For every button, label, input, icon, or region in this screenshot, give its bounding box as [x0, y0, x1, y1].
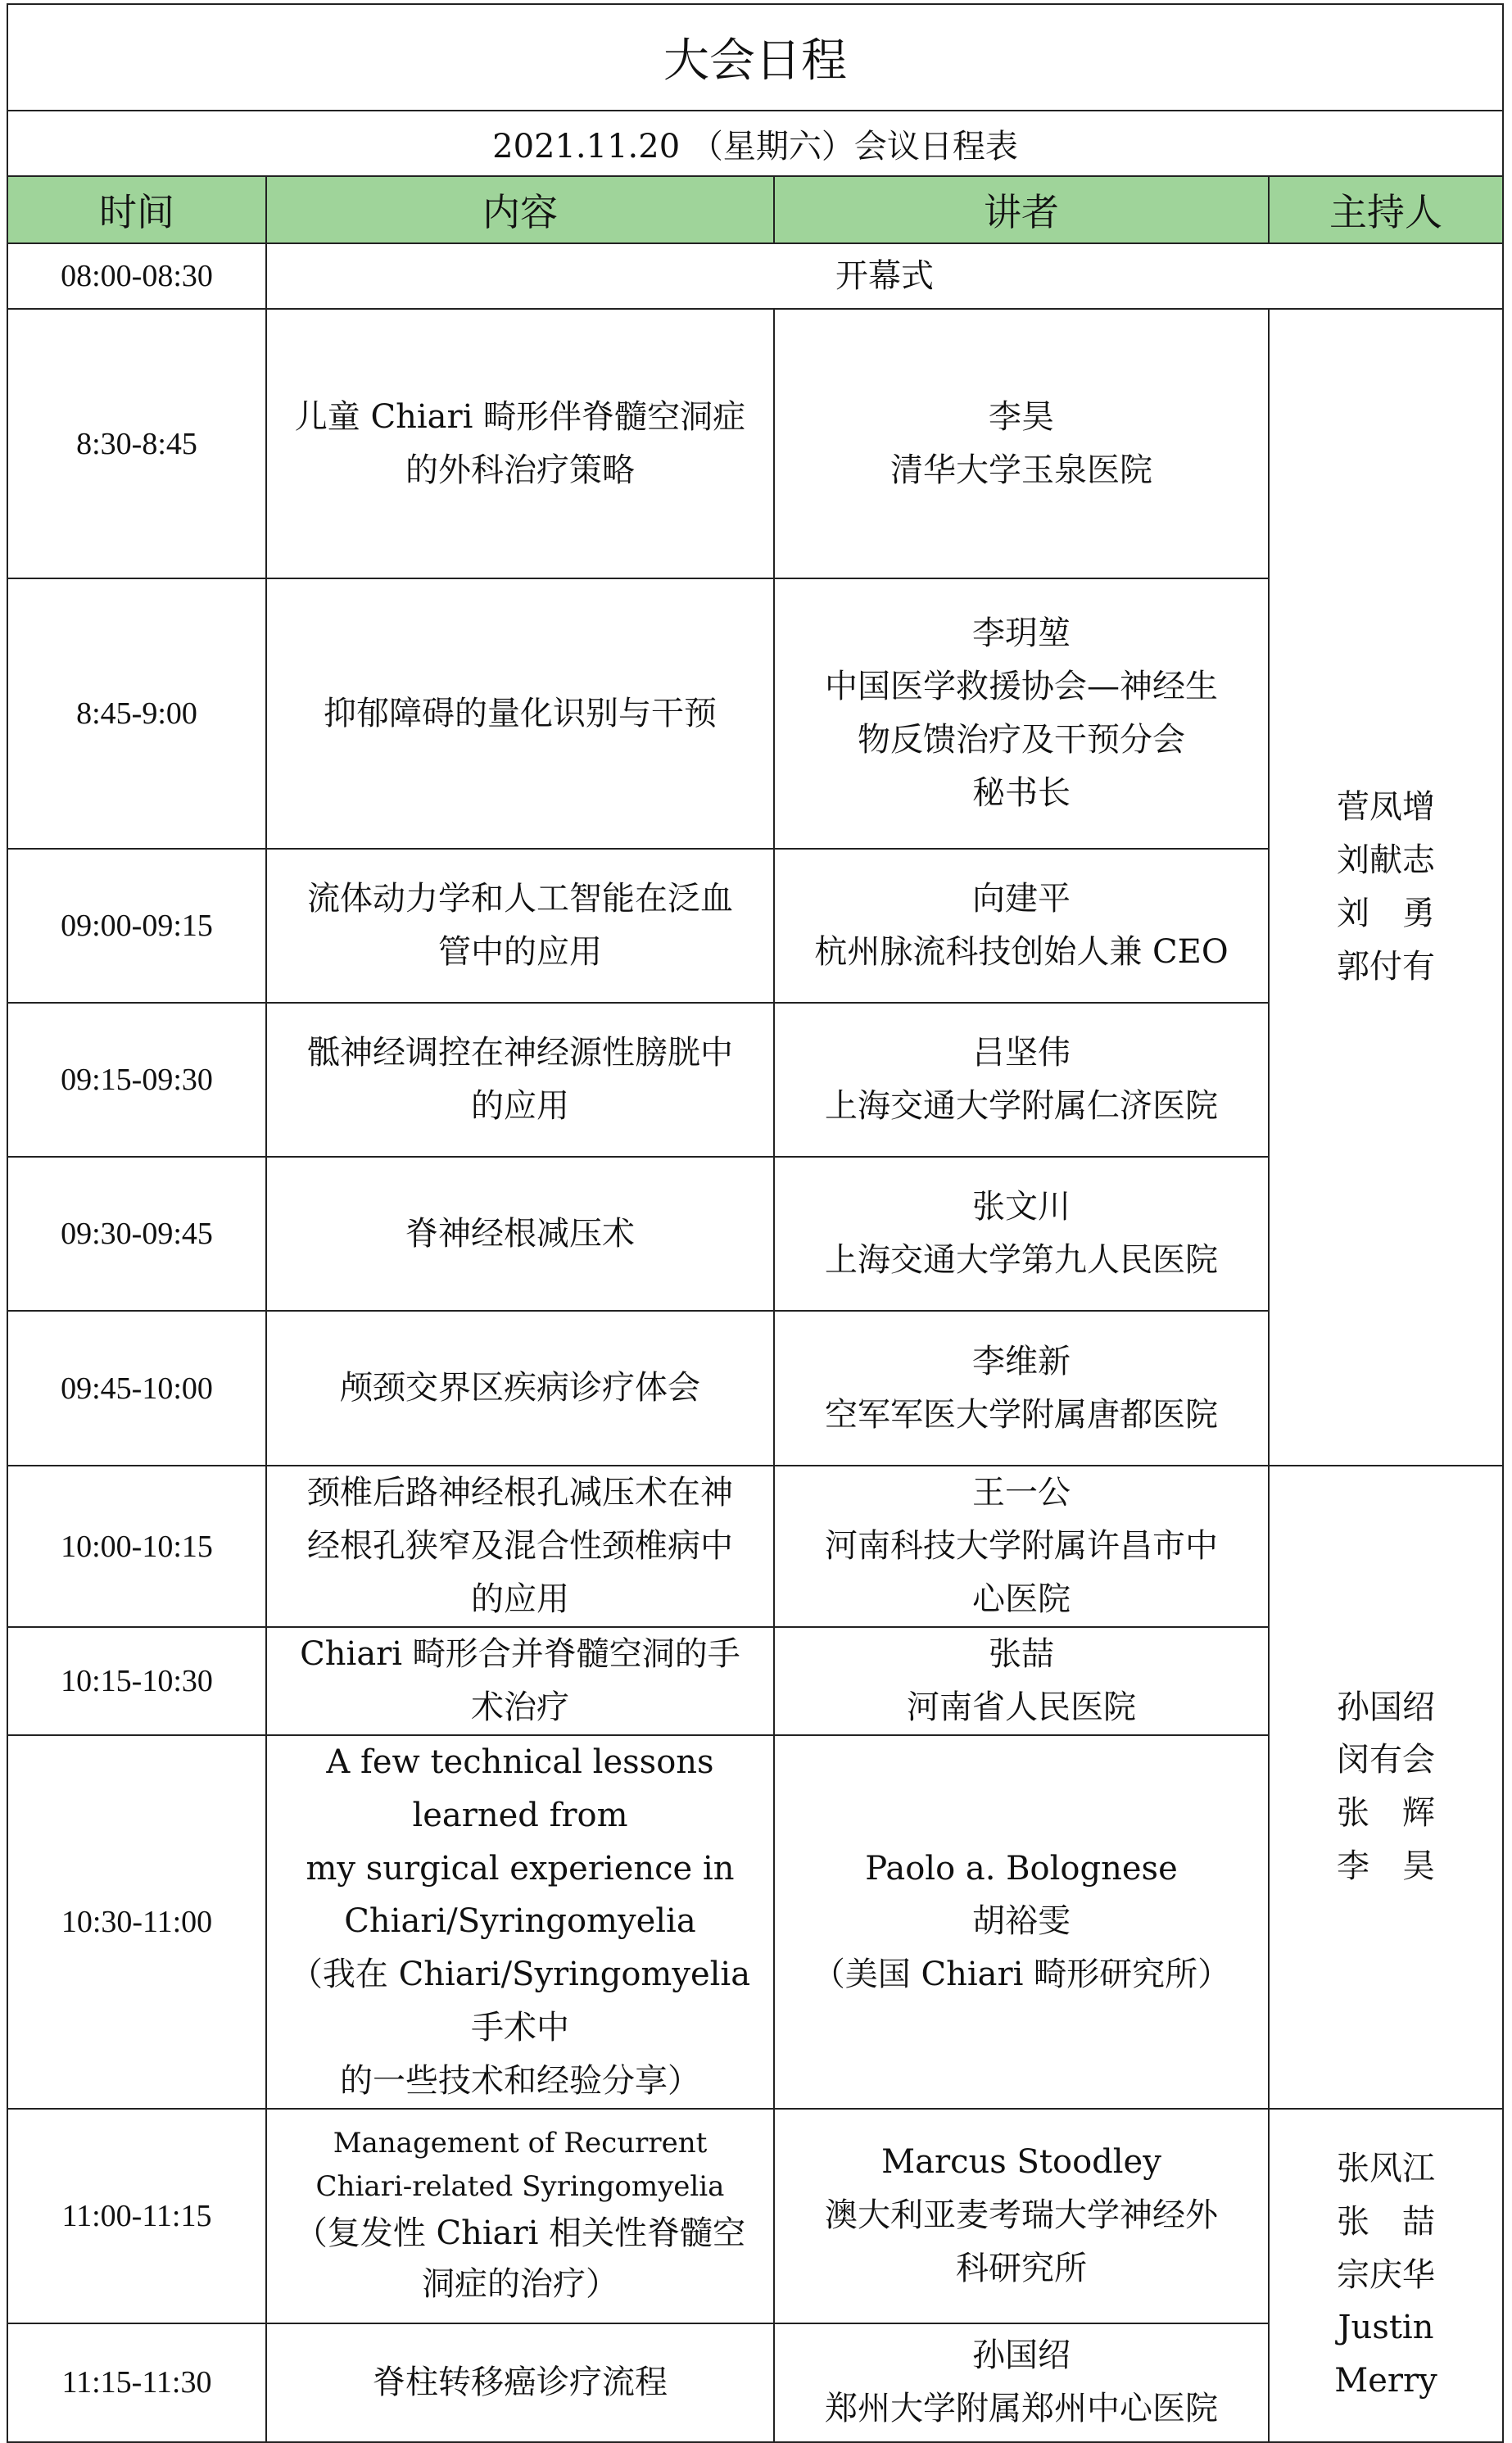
speaker-name: 李玥堃	[972, 614, 1071, 653]
time-cell: 09:30-09:45	[7, 1157, 266, 1311]
topic-line: Management of Recurrent	[333, 2126, 708, 2160]
table-row	[7, 2109, 1503, 2323]
topic-line: 儿童 Chiari 畸形伴脊髓空洞症	[294, 397, 746, 436]
topic-line: 洞症的治疗）	[422, 2265, 618, 2304]
speaker-affiliation: 上海交通大学第九人民医院	[825, 1241, 1218, 1279]
speaker-name: 王一公	[972, 1474, 1071, 1512]
topic-line: 的一些技术和经验分享）	[340, 2061, 700, 2100]
time-cell: 09:45-10:00	[7, 1311, 266, 1466]
time-cell: 08:00-08:30	[7, 243, 266, 309]
topic-line: 抑郁障碍的量化识别与干预	[324, 694, 717, 732]
speaker-name: 李昊	[989, 397, 1054, 436]
topic-line: 经根孔狭窄及混合性颈椎病中	[307, 1527, 733, 1566]
opening-row	[7, 243, 1503, 309]
date-line: 2021.11.20 （星期六）会议日程表	[7, 111, 1503, 176]
time-cell: 8:45-9:00	[7, 578, 266, 849]
speaker-affiliation: 科研究所	[956, 2249, 1087, 2287]
host-name: 孙国绍	[1337, 1688, 1435, 1726]
topic-line: 颅颈交界区疾病诊疗体会	[340, 1369, 700, 1407]
host-name: 菅凤增	[1337, 788, 1435, 827]
header-host: 主持人	[1269, 176, 1503, 243]
topic-line: 骶神经调控在神经源性膀胱中	[307, 1034, 733, 1072]
topic-line: 术治疗	[471, 1688, 569, 1726]
header-time: 时间	[7, 176, 266, 243]
speaker-cell	[774, 1157, 1269, 1311]
host-name: 张风江	[1337, 2150, 1435, 2188]
topic-line: 的外科治疗策略	[405, 451, 635, 489]
topic-cell	[266, 2109, 774, 2323]
speaker-cell	[774, 2323, 1269, 2442]
speaker-cell	[774, 849, 1269, 1003]
host-cell	[1269, 1466, 1503, 2109]
time-cell: 11:00-11:15	[7, 2109, 266, 2323]
topic-line: Chiari 畸形合并脊髓空洞的手	[300, 1635, 740, 1674]
header-speaker: 讲者	[774, 176, 1269, 243]
table-row	[7, 309, 1503, 578]
topic-line: Chiari/Syringomyelia	[344, 1902, 696, 1941]
page-title: 大会日程	[7, 4, 1503, 111]
host-name: 张 辉	[1337, 1794, 1435, 1833]
opening-label: 开幕式	[266, 243, 1503, 309]
speaker-affiliation: 心医院	[972, 1580, 1071, 1618]
schedule-table	[7, 3, 1504, 2443]
speaker-affiliation: 河南省人民医院	[907, 1688, 1136, 1726]
speaker-cell	[774, 578, 1269, 849]
time-cell: 10:15-10:30	[7, 1627, 266, 1735]
topic-line: 流体动力学和人工智能在泛血	[307, 880, 733, 918]
speaker-title: 秘书长	[972, 773, 1071, 812]
topic-line: 脊柱转移癌诊疗流程	[373, 2363, 668, 2401]
host-name: 李 昊	[1337, 1847, 1435, 1886]
topic-line: 管中的应用	[438, 933, 602, 971]
speaker-cell	[774, 1466, 1269, 1627]
speaker-name: 向建平	[972, 880, 1071, 918]
topic-line: （我在 Chiari/Syringomyelia 手术中	[289, 1956, 751, 2046]
topic-cell	[266, 2323, 774, 2442]
topic-cell	[266, 1311, 774, 1466]
topic-line: my surgical experience in	[306, 1849, 735, 1888]
host-cell	[1269, 309, 1503, 1466]
speaker-affiliation: 物反馈治疗及干预分会	[858, 721, 1185, 759]
topic-cell	[266, 1627, 774, 1735]
speaker-affiliation: 清华大学玉泉医院	[890, 451, 1152, 489]
speaker-affiliation: 上海交通大学附属仁济医院	[825, 1087, 1218, 1125]
speaker-affiliation: 中国医学救援协会—神经生	[825, 668, 1218, 706]
time-cell: 10:30-11:00	[7, 1735, 266, 2109]
time-cell: 8:30-8:45	[7, 309, 266, 578]
topic-line: Chiari-related Syringomyelia	[315, 2169, 725, 2203]
topic-cell	[266, 1003, 774, 1157]
speaker-name: Marcus Stoodley	[881, 2143, 1161, 2182]
topic-cell	[266, 309, 774, 578]
speaker-cell	[774, 1735, 1269, 2109]
speaker-cell	[774, 309, 1269, 578]
speaker-cell	[774, 2109, 1269, 2323]
topic-line: A few technical lessons learned from	[326, 1743, 714, 1834]
topic-cell	[266, 1735, 774, 2109]
host-name: 张 喆	[1337, 2202, 1435, 2241]
host-name: Merry	[1334, 2362, 1437, 2400]
speaker-name: 吕坚伟	[972, 1034, 1071, 1072]
topic-cell	[266, 578, 774, 849]
speaker-affiliation: （美国 Chiari 畸形研究所）	[812, 1956, 1231, 1994]
topic-line: 的应用	[471, 1087, 569, 1125]
host-name: 刘 勇	[1337, 895, 1435, 932]
speaker-affiliation: 郑州大学附属郑州中心医院	[825, 2390, 1218, 2428]
host-name: 郭付有	[1337, 947, 1435, 986]
header-row	[7, 176, 1503, 243]
topic-line: （复发性 Chiari 相关性脊髓空	[294, 2214, 746, 2253]
topic-cell	[266, 1466, 774, 1627]
speaker-name: 张文川	[972, 1188, 1071, 1226]
host-name: Justin	[1338, 2309, 1434, 2347]
time-cell: 09:00-09:15	[7, 849, 266, 1003]
speaker-affiliation: 空军军医大学附属唐都医院	[825, 1395, 1218, 1434]
speaker-affiliation: 杭州脉流科技创始人兼 CEO	[814, 933, 1229, 971]
host-name: 刘献志	[1337, 841, 1435, 880]
speaker-cell	[774, 1003, 1269, 1157]
speaker-cell	[774, 1627, 1269, 1735]
speaker-name: 李维新	[972, 1342, 1071, 1380]
time-cell: 09:15-09:30	[7, 1003, 266, 1157]
time-cell: 10:00-10:15	[7, 1466, 266, 1627]
speaker-affiliation: 澳大利亚麦考瑞大学神经外	[825, 2196, 1218, 2235]
topic-cell	[266, 1157, 774, 1311]
speaker-cell	[774, 1311, 1269, 1466]
speaker-name: Paolo a. Bolognese	[865, 1849, 1178, 1888]
host-name: 闵有会	[1337, 1741, 1435, 1779]
topic-line: 脊神经根减压术	[405, 1214, 635, 1253]
topic-cell	[266, 849, 774, 1003]
speaker-name: 胡裕雯	[972, 1902, 1071, 1941]
time-cell: 11:15-11:30	[7, 2323, 266, 2442]
topic-line: 的应用	[471, 1580, 569, 1618]
table-row	[7, 1466, 1503, 1627]
speaker-affiliation: 河南科技大学附属许昌市中	[825, 1527, 1218, 1566]
host-cell	[1269, 2109, 1503, 2442]
speaker-name: 孙国绍	[972, 2336, 1071, 2375]
host-name: 宗庆华	[1337, 2255, 1435, 2294]
topic-line: 颈椎后路神经根孔减压术在神	[307, 1474, 733, 1512]
header-content: 内容	[266, 176, 774, 243]
speaker-name: 张喆	[989, 1635, 1054, 1674]
